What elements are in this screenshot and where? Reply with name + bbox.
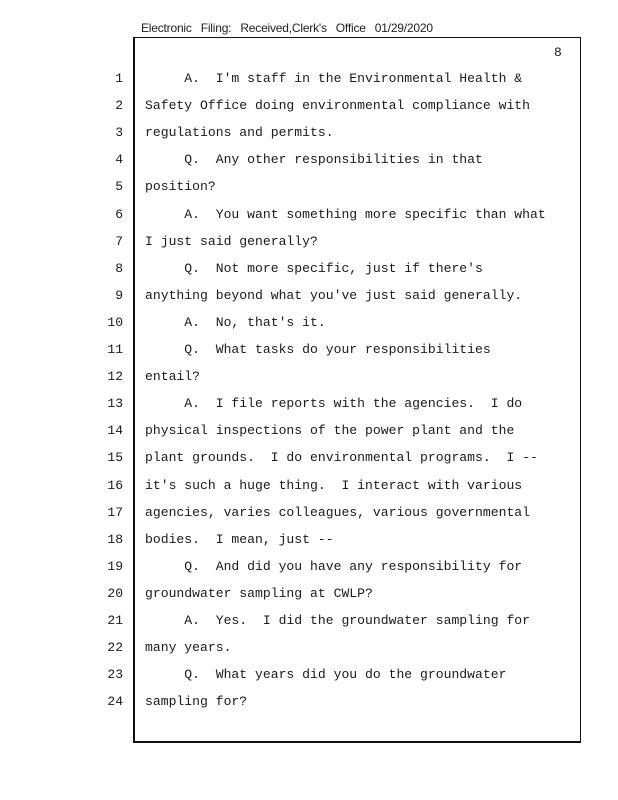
filing-label: Filing: — [200, 21, 232, 35]
line-number: 7 — [115, 233, 123, 249]
transcript-line: physical inspections of the power plant and the — [145, 423, 515, 439]
line-number: 13 — [107, 396, 123, 412]
transcript-line: plant grounds. I do environmental programs. I -- — [145, 450, 538, 466]
transcript-line: entail? — [145, 369, 201, 385]
line-number: 10 — [107, 314, 123, 330]
line-number: 12 — [107, 369, 123, 385]
line-number: 9 — [115, 287, 123, 303]
transcript-page-frame — [133, 37, 581, 743]
transcript-line: Q. Not more specific, just if there's — [145, 260, 483, 276]
line-number: 18 — [107, 531, 123, 547]
filing-electronic: Electronic — [141, 21, 192, 35]
transcript-line: Q. And did you have any responsibility for — [145, 558, 523, 574]
transcript-line: Q. What years did you do the groundwater — [145, 667, 507, 683]
line-number: 21 — [107, 613, 123, 628]
line-number: 16 — [107, 477, 123, 493]
line-number: 3 — [115, 125, 123, 141]
transcript-line: I just said generally? — [145, 233, 318, 249]
transcript-line: agencies, varies colleagues, various governmental — [145, 504, 531, 520]
transcript-line: sampling for? — [145, 694, 248, 710]
transcript-line: anything beyond what you've just said generally. — [145, 287, 523, 303]
line-number: 14 — [107, 423, 123, 439]
line-number: 15 — [107, 450, 123, 466]
line-number: 4 — [115, 152, 123, 168]
transcript-line: A. No, that's it. — [145, 314, 326, 330]
filing-office: Office — [335, 21, 366, 35]
line-number: 2 — [115, 98, 123, 114]
transcript-line: A. I file reports with the agencies. I do — [145, 396, 523, 412]
line-number: 22 — [107, 640, 123, 656]
transcript-line: A. You want something more specific than what — [145, 206, 546, 222]
transcript-line: position? — [145, 179, 216, 195]
transcript-line: A. Yes. I did the groundwater sampling for — [145, 613, 531, 628]
transcript-line: bodies. I mean, just -- — [145, 531, 334, 547]
transcript-line: regulations and permits. — [145, 125, 334, 141]
transcript-line: many years. — [145, 640, 232, 656]
transcript-line: Q. What tasks do your responsibilities — [145, 342, 491, 357]
line-number: 17 — [107, 504, 123, 520]
transcript-line: it's such a huge thing. I interact with various — [145, 477, 523, 493]
line-number: 5 — [115, 179, 123, 195]
line-number: 11 — [107, 342, 123, 357]
transcript-line: groundwater sampling at CWLP? — [145, 585, 373, 601]
filing-stamp-header — [141, 21, 442, 35]
line-number: 23 — [107, 667, 123, 683]
line-number: 6 — [115, 206, 123, 222]
page-number: 8 — [554, 45, 562, 60]
line-number: 20 — [107, 585, 123, 601]
transcript-line: Q. Any other responsibilities in that — [145, 152, 483, 168]
transcript-line: A. I'm staff in the Environmental Health & — [145, 71, 523, 86]
filing-date: 01/29/2020 — [374, 21, 433, 35]
line-number: 1 — [115, 71, 123, 86]
transcript-line: Safety Office doing environmental compliance with — [145, 98, 531, 114]
filing-received: Received,Clerk's — [240, 21, 327, 35]
line-number: 24 — [107, 694, 123, 710]
line-number: 19 — [107, 558, 123, 574]
line-number: 8 — [115, 260, 123, 276]
